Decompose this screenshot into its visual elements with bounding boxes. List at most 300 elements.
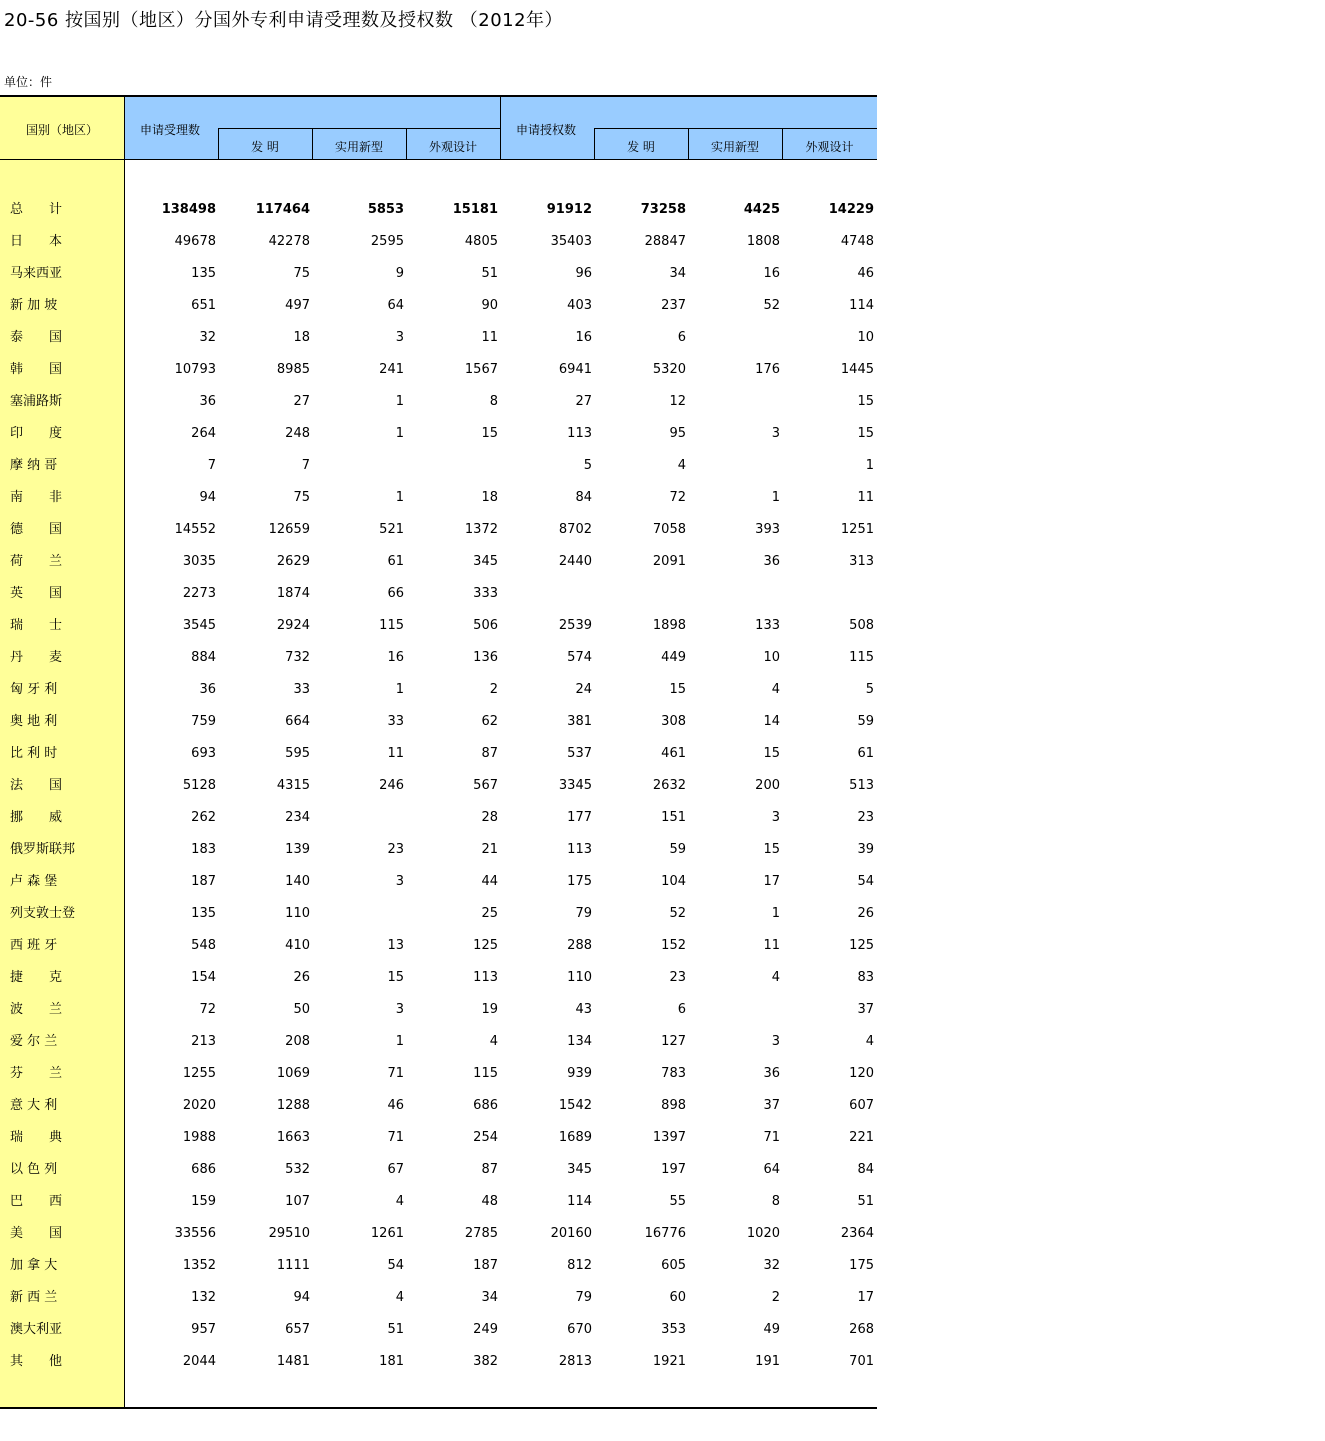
cell-app-des: 254 <box>473 1130 498 1145</box>
cell-gr-des: 83 <box>857 970 874 985</box>
cell-app-um: 4 <box>395 1290 404 1305</box>
cell-grants: 134 <box>567 1034 592 1049</box>
cell-app-inv: 657 <box>285 1322 310 1337</box>
cell-grants: 3345 <box>558 778 592 793</box>
cell-grants: 16 <box>575 330 592 345</box>
cell-gr-des: 15 <box>857 394 874 409</box>
cell-app-des: 8 <box>489 394 498 409</box>
cell-grants: 670 <box>567 1322 592 1337</box>
cell-gr-um: 36 <box>763 554 780 569</box>
table-row <box>0 586 877 618</box>
cell-grants: 177 <box>567 810 592 825</box>
cell-apps: 759 <box>191 714 216 729</box>
cell-app-um: 13 <box>387 938 404 953</box>
cell-gr-inv: 34 <box>669 266 686 281</box>
table-row <box>0 778 877 810</box>
cell-app-um: 4 <box>395 1194 404 1209</box>
cell-gr-um: 10 <box>763 650 780 665</box>
cell-gr-inv: 898 <box>661 1098 686 1113</box>
cell-gr-des: 125 <box>849 938 874 953</box>
cell-gr-um: 191 <box>755 1354 780 1369</box>
cell-grants: 574 <box>567 650 592 665</box>
cell-gr-um: 32 <box>763 1258 780 1273</box>
cell-gr-des: 1445 <box>840 362 874 377</box>
cell-gr-um: 3 <box>771 426 780 441</box>
cell-gr-des: 313 <box>849 554 874 569</box>
cell-gr-inv: 2091 <box>652 554 686 569</box>
cell-gr-inv: 6 <box>677 330 686 345</box>
cell-apps: 14552 <box>174 522 216 537</box>
cell-app-um: 246 <box>379 778 404 793</box>
cell-gr-inv: 16776 <box>644 1226 686 1241</box>
country-name: 荷 兰 <box>10 554 63 569</box>
cell-app-inv: 75 <box>293 266 310 281</box>
cell-apps: 213 <box>191 1034 216 1049</box>
cell-app-inv: 107 <box>285 1194 310 1209</box>
country-name: 爱 尔 兰 <box>10 1034 58 1049</box>
cell-gr-des: 221 <box>849 1130 874 1145</box>
table-row <box>0 874 877 906</box>
cell-apps: 2044 <box>182 1354 216 1369</box>
cell-gr-inv: 6 <box>677 1002 686 1017</box>
cell-app-inv: 1069 <box>276 1066 310 1081</box>
cell-gr-inv: 152 <box>661 938 686 953</box>
cell-app-inv: 26 <box>293 970 310 985</box>
cell-grants: 79 <box>575 906 592 921</box>
cell-app-um: 11 <box>387 746 404 761</box>
cell-gr-um: 1808 <box>746 234 780 249</box>
cell-app-inv: 18 <box>293 330 310 345</box>
cell-grants: 84 <box>575 490 592 505</box>
cell-app-um: 67 <box>387 1162 404 1177</box>
cell-gr-inv: 461 <box>661 746 686 761</box>
cell-apps: 138498 <box>161 202 216 217</box>
table-row <box>0 1098 877 1130</box>
cell-app-inv: 497 <box>285 298 310 313</box>
cell-gr-um: 49 <box>763 1322 780 1337</box>
cell-app-inv: 8985 <box>276 362 310 377</box>
cell-grants: 381 <box>567 714 592 729</box>
cell-apps: 49678 <box>174 234 216 249</box>
cell-app-um: 1261 <box>370 1226 404 1241</box>
subheader-rule <box>594 128 877 129</box>
cell-gr-des: 115 <box>849 650 874 665</box>
cell-apps: 36 <box>199 682 216 697</box>
country-name: 瑞 士 <box>10 618 63 633</box>
country-name: 意 大 利 <box>10 1098 58 1113</box>
cell-gr-des: 607 <box>849 1098 874 1113</box>
table-row <box>0 842 877 874</box>
cell-app-um: 1 <box>395 1034 404 1049</box>
country-name: 英 国 <box>10 586 63 601</box>
cell-app-des: 18 <box>481 490 498 505</box>
cell-gr-um: 15 <box>763 746 780 761</box>
cell-app-des: 19 <box>481 1002 498 1017</box>
country-name: 挪 威 <box>10 810 63 825</box>
cell-gr-um: 3 <box>771 1034 780 1049</box>
cell-app-des: 506 <box>473 618 498 633</box>
header-app-design: 外观设计 <box>428 140 477 154</box>
cell-gr-inv: 72 <box>669 490 686 505</box>
cell-app-des: 136 <box>473 650 498 665</box>
cell-grants: 79 <box>575 1290 592 1305</box>
group-divider <box>500 97 501 160</box>
bottom-rule <box>0 1407 877 1409</box>
country-name: 马来西亚 <box>10 266 63 281</box>
cell-apps: 1988 <box>182 1130 216 1145</box>
cell-gr-inv: 1898 <box>652 618 686 633</box>
country-name: 塞浦路斯 <box>10 394 63 409</box>
cell-app-um: 181 <box>379 1354 404 1369</box>
cell-app-des: 4 <box>489 1034 498 1049</box>
country-name: 法 国 <box>10 778 63 793</box>
cell-gr-um: 37 <box>763 1098 780 1113</box>
cell-app-um: 23 <box>387 842 404 857</box>
cell-gr-inv: 308 <box>661 714 686 729</box>
cell-app-inv: 27 <box>293 394 310 409</box>
cell-apps: 262 <box>191 810 216 825</box>
cell-grants: 1689 <box>558 1130 592 1145</box>
cell-gr-des: 5 <box>865 682 874 697</box>
header-app-invention: 发 明 <box>251 140 279 154</box>
table-row <box>0 394 877 426</box>
cell-app-des: 1567 <box>464 362 498 377</box>
cell-apps: 187 <box>191 874 216 889</box>
country-name: 巴 西 <box>10 1194 63 1209</box>
table-row <box>0 1002 877 1034</box>
cell-app-inv: 2629 <box>276 554 310 569</box>
cell-apps: 135 <box>191 906 216 921</box>
cell-grants: 114 <box>567 1194 592 1209</box>
cell-app-um: 51 <box>387 1322 404 1337</box>
cell-gr-um: 36 <box>763 1066 780 1081</box>
cell-gr-inv: 783 <box>661 1066 686 1081</box>
header-grants: 申请授权数 <box>516 123 577 137</box>
cell-app-um: 15 <box>387 970 404 985</box>
country-name: 匈 牙 利 <box>10 682 58 697</box>
cell-app-des: 187 <box>473 1258 498 1273</box>
cell-app-um: 1 <box>395 682 404 697</box>
cell-grants: 20160 <box>550 1226 592 1241</box>
cell-app-inv: 1874 <box>276 586 310 601</box>
cell-grants: 403 <box>567 298 592 313</box>
cell-gr-um: 1020 <box>746 1226 780 1241</box>
cell-app-des: 125 <box>473 938 498 953</box>
cell-gr-des: 39 <box>857 842 874 857</box>
cell-app-des: 28 <box>481 810 498 825</box>
cell-app-inv: 1111 <box>276 1258 310 1273</box>
cell-app-um: 71 <box>387 1130 404 1145</box>
cell-gr-inv: 605 <box>661 1258 686 1273</box>
cell-app-des: 113 <box>473 970 498 985</box>
cell-apps: 693 <box>191 746 216 761</box>
cell-grants: 537 <box>567 746 592 761</box>
table-row <box>0 554 877 586</box>
cell-apps: 5128 <box>182 778 216 793</box>
cell-app-um: 115 <box>379 618 404 633</box>
header-applications: 申请受理数 <box>140 123 201 137</box>
cell-gr-um: 3 <box>771 810 780 825</box>
table-row <box>0 938 877 970</box>
cell-gr-des: 11 <box>857 490 874 505</box>
cell-apps: 33556 <box>174 1226 216 1241</box>
cell-app-des: 2 <box>489 682 498 697</box>
cell-gr-des: 37 <box>857 1002 874 1017</box>
cell-app-des: 62 <box>481 714 498 729</box>
cell-grants: 110 <box>567 970 592 985</box>
cell-grants: 43 <box>575 1002 592 1017</box>
cell-app-um: 3 <box>395 330 404 345</box>
cell-app-um: 5853 <box>367 202 404 217</box>
table-row <box>0 298 877 330</box>
cell-app-inv: 110 <box>285 906 310 921</box>
country-name: 总 计 <box>10 202 63 217</box>
cell-gr-um: 64 <box>763 1162 780 1177</box>
cell-grants: 5 <box>583 458 592 473</box>
cell-app-des: 21 <box>481 842 498 857</box>
cell-app-um: 241 <box>379 362 404 377</box>
country-name: 比 利 时 <box>10 746 58 761</box>
country-name: 瑞 典 <box>10 1130 63 1145</box>
cell-app-um: 61 <box>387 554 404 569</box>
cell-gr-um: 176 <box>755 362 780 377</box>
cell-app-inv: 4315 <box>276 778 310 793</box>
cell-gr-des: 513 <box>849 778 874 793</box>
table-row <box>0 490 877 522</box>
cell-app-des: 15181 <box>452 202 498 217</box>
cell-app-um: 54 <box>387 1258 404 1273</box>
cell-app-des: 1372 <box>464 522 498 537</box>
cell-app-inv: 1481 <box>276 1354 310 1369</box>
cell-app-inv: 208 <box>285 1034 310 1049</box>
cell-apps: 135 <box>191 266 216 281</box>
cell-app-um: 2595 <box>370 234 404 249</box>
cell-gr-inv: 55 <box>669 1194 686 1209</box>
cell-gr-des: 1 <box>865 458 874 473</box>
cell-app-inv: 7 <box>301 458 310 473</box>
cell-gr-des: 15 <box>857 426 874 441</box>
cell-gr-inv: 1921 <box>652 1354 686 1369</box>
cell-apps: 183 <box>191 842 216 857</box>
country-name: 日 本 <box>10 234 63 249</box>
cell-app-inv: 140 <box>285 874 310 889</box>
table-row <box>0 1194 877 1226</box>
cell-gr-des: 59 <box>857 714 874 729</box>
cell-apps: 7 <box>207 458 216 473</box>
cell-gr-um: 15 <box>763 842 780 857</box>
cell-app-des: 48 <box>481 1194 498 1209</box>
cell-app-des: 115 <box>473 1066 498 1081</box>
cell-app-um: 71 <box>387 1066 404 1081</box>
country-name: 南 非 <box>10 490 63 505</box>
cell-gr-des: 4 <box>865 1034 874 1049</box>
table-row <box>0 1258 877 1290</box>
cell-gr-des: 114 <box>849 298 874 313</box>
table-row <box>0 234 877 266</box>
cell-gr-inv: 15 <box>669 682 686 697</box>
cell-gr-des: 268 <box>849 1322 874 1337</box>
cell-app-des: 87 <box>481 1162 498 1177</box>
cell-gr-des: 2364 <box>840 1226 874 1241</box>
cell-grants: 1542 <box>558 1098 592 1113</box>
cell-apps: 264 <box>191 426 216 441</box>
cell-app-inv: 1663 <box>276 1130 310 1145</box>
cell-gr-um: 16 <box>763 266 780 281</box>
cell-gr-des: 54 <box>857 874 874 889</box>
cell-app-des: 15 <box>481 426 498 441</box>
cell-app-des: 90 <box>481 298 498 313</box>
table-row <box>0 1162 877 1194</box>
cell-gr-um: 2 <box>771 1290 780 1305</box>
cell-grants: 113 <box>567 842 592 857</box>
cell-app-des: 51 <box>481 266 498 281</box>
cell-apps: 957 <box>191 1322 216 1337</box>
cell-gr-um: 4 <box>771 970 780 985</box>
table-row <box>0 970 877 1002</box>
cell-app-des: 249 <box>473 1322 498 1337</box>
cell-apps: 32 <box>199 330 216 345</box>
cell-app-inv: 595 <box>285 746 310 761</box>
cell-gr-inv: 60 <box>669 1290 686 1305</box>
header-gr-invention: 发 明 <box>627 140 655 154</box>
cell-grants: 939 <box>567 1066 592 1081</box>
cell-grants: 8702 <box>558 522 592 537</box>
table-row <box>0 362 877 394</box>
cell-gr-des: 51 <box>857 1194 874 1209</box>
cell-app-inv: 2924 <box>276 618 310 633</box>
cell-gr-des: 701 <box>849 1354 874 1369</box>
country-name: 芬 兰 <box>10 1066 63 1081</box>
cell-grants: 96 <box>575 266 592 281</box>
cell-app-des: 4805 <box>464 234 498 249</box>
country-name: 澳大利亚 <box>10 1322 63 1337</box>
table-row <box>0 1290 877 1322</box>
cell-grants: 27 <box>575 394 592 409</box>
country-name: 列支敦士登 <box>10 906 76 921</box>
cell-gr-um: 11 <box>763 938 780 953</box>
cell-gr-inv: 104 <box>661 874 686 889</box>
cell-app-um: 46 <box>387 1098 404 1113</box>
cell-app-inv: 75 <box>293 490 310 505</box>
cell-app-inv: 33 <box>293 682 310 697</box>
subheader-rule <box>218 128 500 129</box>
cell-apps: 36 <box>199 394 216 409</box>
header-bottom-rule <box>0 159 877 160</box>
cell-gr-des: 10 <box>857 330 874 345</box>
cell-gr-inv: 5320 <box>652 362 686 377</box>
cell-grants: 6941 <box>558 362 592 377</box>
cell-grants: 113 <box>567 426 592 441</box>
cell-app-inv: 42278 <box>268 234 310 249</box>
cell-gr-inv: 28847 <box>644 234 686 249</box>
header-gr-utility-model: 实用新型 <box>710 140 759 154</box>
header-country: 国别（地区） <box>25 123 98 137</box>
country-name: 新 加 坡 <box>10 298 58 313</box>
cell-gr-inv: 95 <box>669 426 686 441</box>
cell-gr-inv: 237 <box>661 298 686 313</box>
cell-gr-inv: 59 <box>669 842 686 857</box>
table-row <box>0 682 877 714</box>
cell-app-des: 44 <box>481 874 498 889</box>
cell-gr-inv: 353 <box>661 1322 686 1337</box>
cell-gr-des: 26 <box>857 906 874 921</box>
cell-gr-um: 17 <box>763 874 780 889</box>
cell-apps: 72 <box>199 1002 216 1017</box>
country-name: 奥 地 利 <box>10 714 58 729</box>
cell-gr-des: 1251 <box>840 522 874 537</box>
table-row <box>0 426 877 458</box>
top-rule <box>0 95 877 97</box>
cell-app-inv: 29510 <box>268 1226 310 1241</box>
cell-app-um: 521 <box>379 522 404 537</box>
table-row <box>0 906 877 938</box>
cell-gr-inv: 449 <box>661 650 686 665</box>
cell-app-des: 25 <box>481 906 498 921</box>
cell-gr-um: 1 <box>771 490 780 505</box>
cell-app-um: 1 <box>395 394 404 409</box>
cell-grants: 345 <box>567 1162 592 1177</box>
cell-apps: 1255 <box>182 1066 216 1081</box>
table-row <box>0 1354 877 1386</box>
cell-grants: 2813 <box>558 1354 592 1369</box>
cell-gr-um: 71 <box>763 1130 780 1145</box>
header-app-utility-model: 实用新型 <box>334 140 383 154</box>
cell-app-des: 87 <box>481 746 498 761</box>
cell-gr-um: 200 <box>755 778 780 793</box>
cell-gr-des: 120 <box>849 1066 874 1081</box>
cell-gr-inv: 197 <box>661 1162 686 1177</box>
cell-gr-des: 46 <box>857 266 874 281</box>
cell-gr-des: 508 <box>849 618 874 633</box>
cell-app-inv: 117464 <box>255 202 310 217</box>
cell-gr-des: 17 <box>857 1290 874 1305</box>
country-name: 德 国 <box>10 522 63 537</box>
cell-apps: 686 <box>191 1162 216 1177</box>
cell-grants: 812 <box>567 1258 592 1273</box>
cell-gr-um: 393 <box>755 522 780 537</box>
cell-gr-um: 8 <box>771 1194 780 1209</box>
cell-app-des: 567 <box>473 778 498 793</box>
cell-app-des: 382 <box>473 1354 498 1369</box>
total-row <box>0 202 877 234</box>
country-name: 美 国 <box>10 1226 63 1241</box>
country-name: 丹 麦 <box>10 650 63 665</box>
cell-gr-um: 4425 <box>743 202 780 217</box>
cell-gr-um: 4 <box>771 682 780 697</box>
cell-apps: 651 <box>191 298 216 313</box>
cell-gr-um: 133 <box>755 618 780 633</box>
cell-gr-inv: 12 <box>669 394 686 409</box>
cell-app-um: 66 <box>387 586 404 601</box>
cell-gr-inv: 2632 <box>652 778 686 793</box>
country-name: 印 度 <box>10 426 63 441</box>
cell-grants: 91912 <box>546 202 592 217</box>
cell-grants: 35403 <box>550 234 592 249</box>
cell-gr-inv: 1397 <box>652 1130 686 1145</box>
table-row <box>0 650 877 682</box>
table-row <box>0 746 877 778</box>
cell-gr-des: 23 <box>857 810 874 825</box>
cell-apps: 2273 <box>182 586 216 601</box>
cell-app-inv: 234 <box>285 810 310 825</box>
table-row <box>0 1066 877 1098</box>
cell-gr-inv: 127 <box>661 1034 686 1049</box>
cell-app-um: 3 <box>395 874 404 889</box>
cell-apps: 3035 <box>182 554 216 569</box>
cell-gr-des: 14229 <box>828 202 874 217</box>
table-row <box>0 266 877 298</box>
table-row <box>0 458 877 490</box>
